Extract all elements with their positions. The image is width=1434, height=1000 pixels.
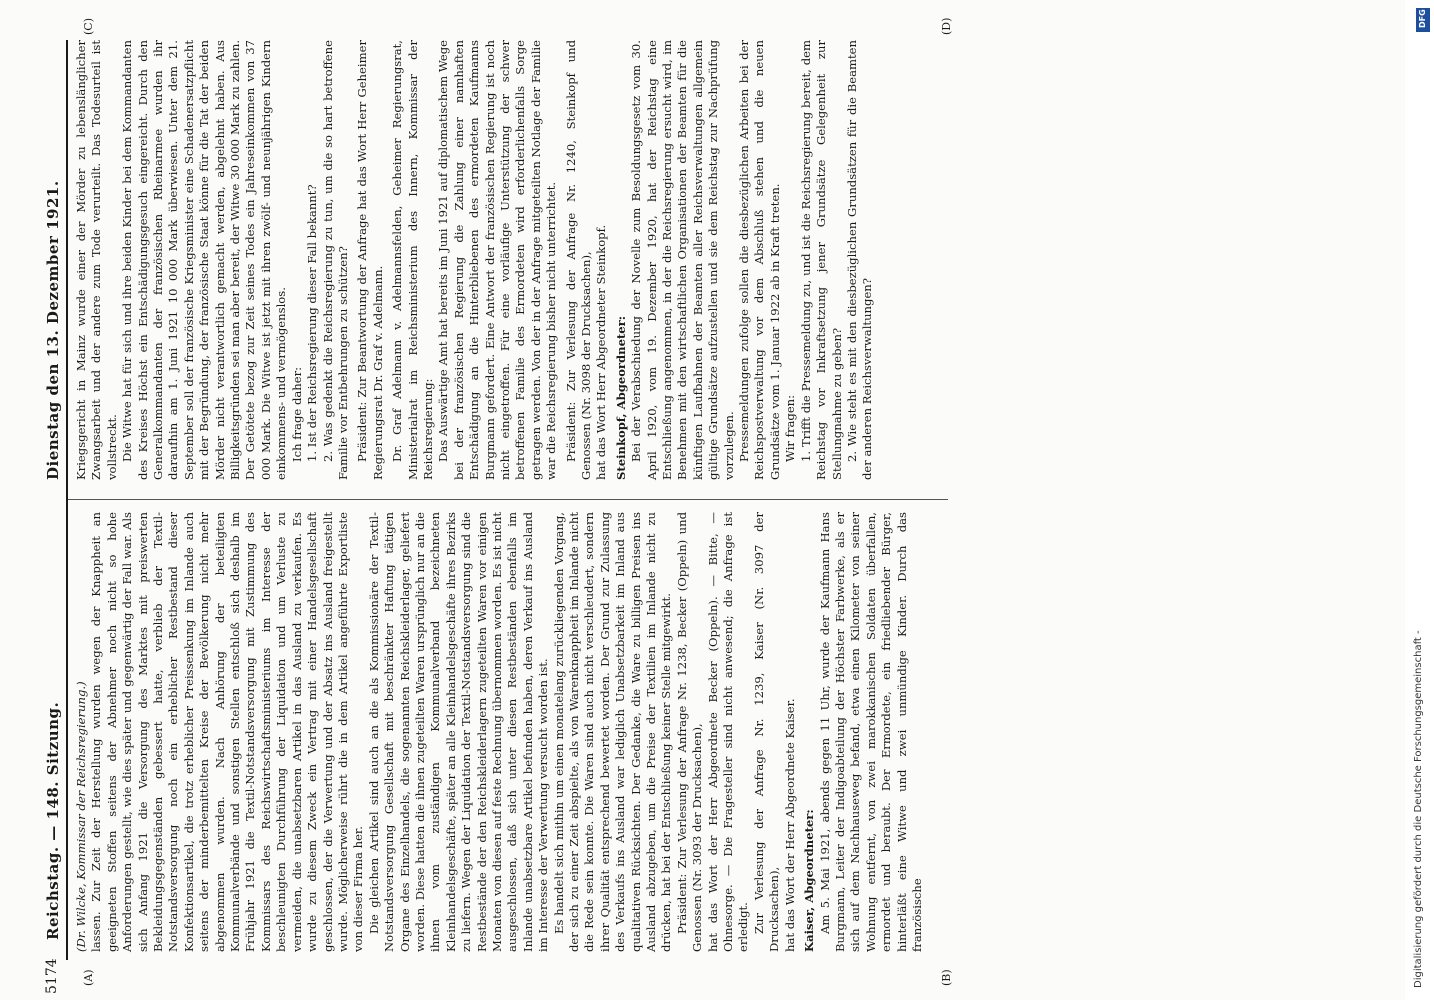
paragraph: Kriegsgericht in Mainz wurde einer der Mörder zu lebenslänglicher Zwangsarbeit und der andere zum Tode verurteilt. Das Todesurteil ist vollstreckt. bbox=[74, 40, 119, 480]
column-divider bbox=[68, 499, 948, 500]
president-statement: hat das Wort Herr Abgeordneter Steinkopf. bbox=[594, 224, 609, 480]
speaker-note: (Dr. Wilcke, Kommissar der Reichsregierung.) bbox=[74, 681, 88, 952]
president-statement: hat das Wort der Herr Abgeordnete Becker (Oppeln). — Bitte, — Ohnesorge. — Die Fragesteller sind nicht anwesend; die Anfrage ist erledigt. bbox=[705, 512, 751, 952]
margin-mark-d: (D) bbox=[940, 17, 953, 35]
header-left-title: Reichstag. — 148. Sitzung. bbox=[44, 701, 62, 940]
president-statement: Präsident: Zur Beantwortung der Anfrage hat das Wort Herr Geheimer Regierungsrat Dr. Graf v. Adelmann. bbox=[355, 40, 385, 480]
page-header bbox=[42, 40, 68, 1000]
question-item: 2. Wie steht es mit den diesbezüglichen Grundsätzen für die Beamten der anderen Reichsverwaltungen? bbox=[844, 40, 875, 480]
paragraph: Bei der Verabschiedung der Novelle zum Besoldungsgesetz vom 30. April 1920, vom 19. Dezember 1920, hat der Reichstag eine Entschließung angenommen, in der die Reichsregierung ersucht wird, im Benehmen mit den wirtschaftlichen Organisationen der Beamten für die künftigen Laufbahnen der Beamten aller Reichsverwaltungen allgemein gültige Grundsätze aufzustellen und sie dem Reichstag zur Nachprüfung vorzulegen. bbox=[629, 40, 736, 480]
questions-intro: Wir fragen: bbox=[783, 394, 798, 462]
paragraph: Pressemeldungen zufolge sollen die diesbezüglichen Arbeiten bei der Reichspostverwaltung vor dem Abschluß stehen und die neuen Grundsätze vom 1. Januar 1922 ab in Kraft treten. bbox=[737, 40, 782, 480]
question-item: 2. Was gedenkt die Reichsregierung zu tun, um die so hart betroffene Familie vor Entbehrungen zu schützen? bbox=[320, 40, 350, 480]
dfg-logo-text: DFG bbox=[1418, 9, 1427, 28]
left-column bbox=[74, 512, 925, 952]
header-rule bbox=[66, 40, 68, 960]
right-column bbox=[74, 40, 876, 480]
header-right-title: Dienstag den 13. Dezember 1921. bbox=[44, 180, 62, 480]
digitization-sidebar bbox=[1412, 8, 1434, 998]
questions-intro: Ich frage daher: bbox=[289, 366, 304, 462]
margin-mark-c: (C) bbox=[82, 18, 95, 35]
president-statement: hat das Wort der Herr Abgeordnete Kaiser. bbox=[782, 698, 797, 952]
president-statement: Präsident: Zur Verlesung der Anfrage Nr. 1240, Steinkopf und Genossen (Nr. 3098 der Drucksachen), bbox=[563, 40, 593, 480]
digitization-note: Digitalisierung gefördert durch die Deutsche Forschungsgemeinschaft - bbox=[1413, 630, 1424, 988]
speaker-heading: Steinkopf, Abgeordneter: bbox=[613, 315, 628, 480]
speaker-heading: Dr. Graf Adelmann v. Adelmannsfelden, Geheimer Regierungsrat, Ministerialrat im Reichsministerium des Innern, Kommissar der Reichsregierung: bbox=[390, 40, 435, 480]
paragraph: lassen. Zur Zeit der Herstellung wurden wegen der Knappheit an geeigneten Stoffen seitens der Abnehmer noch nicht so hohe Anforderungen gestellt, wie dies später und gegenwärtig der Fall war. Als sich Anfang 1921 die Versorgung des Marktes mit preiswerten Bekleidungsgegenständen gebessert hatte, verblieb der Textil-Notstandsversorgung noch ein erheblicher Restbestand dieser Konfektionsartikel, die trotz erheblicher Preissenkung im Inlande auch seitens der minderbemittelten Kreise der Bevölkerung nicht mehr abgenommen wurden. Nach Anhörung der beteiligten Kommunalverbände und sonstigen Stellen entschloß sich deshalb im Frühjahr 1921 die Textil-Notstandsversorgung mit Zustimmung des Kommissars des Reichswirtschaftsministeriums im Interesse der beschleunigten Durchführung der Liquidation und um Verluste zu vermeiden, die unabsetzbaren Artikel in das Ausland zu verkaufen. Es wurde zu diesem Zweck ein Vertrag mit einer Handelsgesellschaft geschlossen, der die Verwertung und der Absatz ins Ausland freigestellt wurde. Möglicherweise rührt die in dem Artikel angeführte Exportliste von dieser Firma her. bbox=[89, 512, 366, 952]
paragraph: Das Auswärtige Amt hat bereits im Juni 1921 auf diplomatischem Wege bei der französischen Regierung die Zahlung einer namhaften Entschädigung an die Hinterbliebenen des ermordeten Kaufmanns Burgmann gefordert. Eine Antwort der französischen Regierung ist noch nicht eingetroffen. Für eine vorläufige Unterstützung der schwer betroffenen Familie des Ermordeten wird erforderlichenfalls Sorge getragen werden. Von der in der Anfrage mitgeteilten Notlage der Familie war die Reichsregierung bisher nicht unterrichtet. bbox=[436, 40, 559, 480]
president-statement: Zur Verlesung der Anfrage Nr. 1239, Kaiser (Nr. 3097 der Drucksachen), bbox=[751, 512, 782, 952]
margin-mark-b: (B) bbox=[940, 969, 953, 986]
paragraph: Es handelt sich mithin um einen monatelang zurückliegenden Vorgang, der sich zu einer Zeit abspielte, als von Warenknappheit im Inlande nicht die Rede sein konnte. Die Waren sind auch nicht verschleudert, sondern ihrer Qualität entsprechend bewertet worden. Der Grund zur Zulassung des Verkaufs ins Ausland war lediglich Unabsetzbarkeit im Inland aus qualitativen Rücksichten. Der Gedanke, die Ware zu billigen Preisen ins Ausland abzugeben, um die Preise der Textilien im Inlande nicht zu drücken, hat bei der Entschließung keiner Stelle mitgewirkt. bbox=[551, 512, 674, 952]
question-item: 1. Ist der Reichsregierung dieser Fall bekannt? bbox=[305, 184, 320, 462]
question-item: 1. Trifft die Pressemeldung zu, und ist die Reichsregierung bereit, dem Reichstag vor Inkraftsetzung jener Grundsätze Gelegenheit zur Stellungnahme zu geben? bbox=[798, 40, 844, 480]
paragraph: Am 5. Mai 1921, abends gegen 11 Uhr, wurde der Kaufmann Hans Burgmann, Leiter der Indigoabteilung der Höchster Farbwerke, als er sich auf dem Nachhauseweg befand, etwa einen Kilometer von seiner Wohnung entfernt, von zwei marokkanischen Soldaten überfallen, ermordet und beraubt. Der Ermordete, ein friedliebender Bürger, hinterläßt eine Witwe und zwei unmündige Kinder. Durch das französische bbox=[817, 512, 924, 952]
president-statement: Präsident: Zur Verlesung der Anfrage Nr. 1238, Becker (Oppeln) und Genossen (Nr. 3093 der Drucksachen), bbox=[674, 512, 705, 952]
speaker-heading: Kaiser, Abgeordneter: bbox=[802, 809, 817, 952]
dfg-logo bbox=[1416, 8, 1430, 32]
paragraph: Die gleichen Artikel sind auch an die als Kommissionäre der Textil-Notstandsversorgung Gesellschaft mit beschränkter Haftung tätigen Organe des Einzelhandels, die sogenannten Reichskleiderlager, geliefert worden. Diese hatten die ihnen zugeteilten Waren ursprünglich nur an die ihnen vom zuständigen Kommunalverband bezeichneten Kleinhandelsgeschäfte, später an alle Kleinhandelsgeschäfte ihres Bezirks zu liefern. Wegen der Liquidation der Textil-Notstandsversorgung sind die Restbestände der den Reichskleiderlagern zugeteilten Waren vor einigen Monaten von diesen auf feste Rechnung übernommen worden. Es ist nicht ausgeschlossen, daß sich unter diesen Restbeständen ebenfalls im Inlande unabsetzbare Artikel befunden haben, deren Verkauf ins Ausland im Interesse der Verwertung versucht worden ist. bbox=[366, 512, 551, 952]
paragraph: Die Witwe hat für sich und ihre beiden Kinder bei dem Kommandanten des Kreises Höchst ein Entschädigungsgesuch eingereicht. Durch den Generalkommandanten der französischen Rheinarmee wurden ihr daraufhin am 1. Juni 1921 10 000 Mark überwiesen. Unter dem 21. September soll der französische Kriegsminister eine Schadenersatzpflicht mit der Begründung, der französische Staat könne für die Tat der beiden Mörder nicht verantwortlich gemacht werden, abgelehnt haben. Aus Billigkeitsgründen sei man aber bereit, der Witwe 30 000 Mark zu zahlen. Der Getötete bezog zur Zeit seines Todes ein Jahreseinkommen von 37 000 Mark. Die Witwe ist jetzt mit ihren zwölf- und neunjährigen Kindern einkommens- und vermögenslos. bbox=[120, 40, 289, 480]
margin-mark-a: (A) bbox=[82, 969, 95, 986]
page-number: 5174 bbox=[44, 958, 60, 994]
